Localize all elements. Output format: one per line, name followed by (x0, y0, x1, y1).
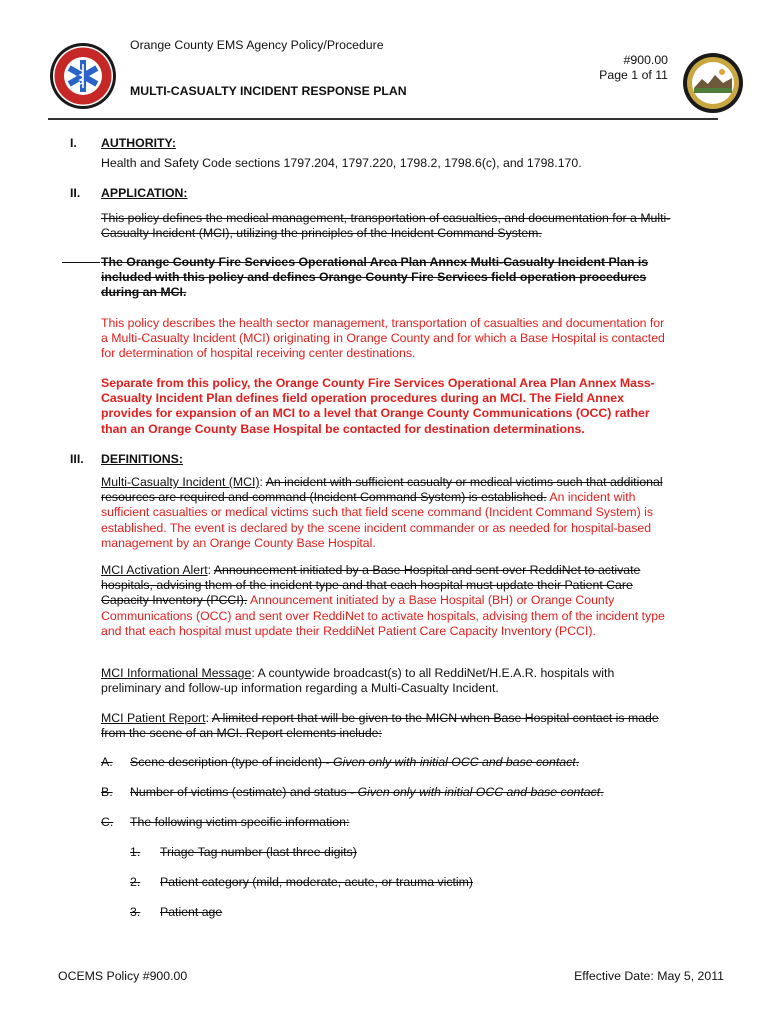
list-item (130, 785, 604, 800)
text-line (101, 490, 686, 505)
struck-text: Capacity Inventory (PCCI). (101, 593, 248, 608)
section-title-authority: AUTHORITY: (101, 136, 176, 150)
text-line: than an Orange County Base Hospital be contacted for destination determinations. (101, 421, 585, 436)
definition-informational-message (101, 666, 686, 696)
text-line: hospitals, advising them of the incident type and that each hospital must update their Patient Care (101, 578, 633, 593)
section-number-application: II. (70, 186, 81, 200)
text-line: sufficient casualties or medical victims such that field scene command (Incident Command System) is (101, 505, 653, 520)
item-text: Scene description (type of incident) - (130, 755, 334, 769)
sub-item-number: 3. (130, 905, 141, 919)
term-mci: Multi-Casualty Incident (MCI) (101, 475, 260, 489)
text-line: and that each hospital must update their ReddiNet Patient Care Capacity Inventory (PCCI). (101, 623, 596, 638)
list-item-letter: B. (101, 785, 113, 799)
document-title: MULTI-CASUALTY INCIDENT RESPONSE PLAN (130, 84, 407, 98)
application-struck-annex-paragraph (101, 255, 686, 301)
footer-policy: OCEMS Policy #900.00 (58, 969, 188, 983)
definition-patient-report (101, 711, 686, 741)
struck-text: An incident with sufficient casualty or medical victims such that additional (265, 475, 663, 489)
text-line: Multi-Casualty Incident (MCI): An incident with sufficient casualty or medical victims such that additional (101, 475, 663, 489)
revised-text: An incident with (546, 490, 636, 505)
text-line: for determination of hospital receiving center destinations. (101, 346, 416, 361)
text-line: This policy defines the medical management, transportation of casualties, and documentation for a Multi- (101, 211, 671, 225)
header-divider (48, 118, 718, 120)
text-line: preliminary and follow-up information regarding a Multi-Casualty Incident. (101, 681, 499, 696)
sub-item: Patient age (160, 905, 223, 919)
section-number-authority: I. (70, 136, 77, 150)
item-text: Number of victims (estimate) and status - (130, 785, 358, 799)
struck-text: Announcement initiated by a Base Hospital and sent over ReddiNet to activate (213, 563, 641, 577)
item-end: . (575, 755, 580, 769)
text-line (101, 593, 686, 608)
item-text: The following victim specific information: (130, 815, 350, 829)
text-line: Casualty Incident (MCI), utilizing the principles of the Incident Command System. (101, 226, 542, 241)
definition-activation-alert (101, 563, 686, 639)
term-activation-alert: MCI Activation Alert (101, 563, 208, 577)
agency-line: Orange County EMS Agency Policy/Procedure (130, 38, 384, 52)
text-line: a Multi-Casualty Incident (MCI) originating in Orange County and for which a Base Hospital is contacted (101, 331, 665, 346)
struck-text: A limited report that will be given to the MICN when Base Hospital contact is made (211, 711, 659, 725)
text-line: Casualty Incident Plan defines field operation procedures during an MCI. The Field Annex (101, 391, 624, 406)
policy-number: #900.00 (623, 53, 668, 67)
text-line: included with this policy and defines Orange County Fire Services field operation procedures (101, 270, 647, 285)
term-informational-message: MCI Informational Message (101, 666, 252, 680)
authority-body: Health and Safety Code sections 1797.204, 1797.220, 1798.2, 1798.6(c), and 1798.170. (101, 156, 582, 170)
text-line: Communications (OCC) and sent over ReddiNet to activate hospitals, advising them of the incident type (101, 608, 665, 623)
text-line: MCI Informational Message: A countywide broadcast(s) to all ReddiNet/H.E.A.R. hospitals with (101, 666, 615, 680)
text-line: Separate from this policy, the Orange County Fire Services Operational Area Plan Annex Mass- (101, 376, 655, 390)
text-line: from the scene of an MCI. Report elements include: (101, 726, 382, 741)
application-revised-paragraph (101, 316, 686, 362)
list-item-letter: C. (101, 815, 114, 829)
footer-effective-date: Effective Date: May 5, 2011 (574, 969, 724, 983)
text-line: established. The event is declared by the scene incident commander or as needed for hospital-based (101, 520, 652, 535)
text-line: The Orange County Fire Services Operational Area Plan Annex Multi-Casualty Incident Plan is (101, 255, 649, 269)
section-title-definitions: DEFINITIONS: (101, 452, 183, 466)
definition-mci (101, 475, 686, 551)
section-title-application: APPLICATION: (101, 186, 188, 200)
list-item-letter: A. (101, 755, 113, 769)
revised-text: Announcement initiated by a Base Hospital (BH) or Orange County (247, 593, 615, 608)
sub-item-number: 2. (130, 875, 141, 889)
application-revised-annex-paragraph (101, 376, 686, 437)
text-line: MCI Activation Alert: Announcement initiated by a Base Hospital and sent over ReddiNet to activate (101, 563, 641, 577)
text-line: MCI Patient Report: A limited report that will be given to the MICN when Base Hospital contact is made (101, 711, 659, 725)
struck-text: resources are required and command (Incident Command System) is established. (101, 490, 547, 505)
sub-item: Patient category (mild, moderate, acute, or trauma victim) (160, 875, 474, 889)
application-struck-paragraph (101, 211, 686, 241)
list-item (130, 815, 349, 830)
list-item (130, 755, 579, 770)
item-italic: Given only with initial OCC and base contact (333, 755, 576, 769)
county-seal-logo (682, 52, 744, 114)
text-line: This policy describes the health sector management, transportation of casualties and documentation for (101, 316, 665, 330)
sub-item-number: 1. (130, 845, 141, 859)
term-patient-report: MCI Patient Report (101, 711, 206, 725)
ems-seal-logo (49, 42, 117, 110)
text-line: management by an Orange County Base Hospital. (101, 535, 376, 550)
page-count: Page 1 of 11 (599, 68, 668, 82)
revision-marker (62, 262, 100, 263)
sub-item: Triage Tag number (last three digits) (160, 845, 357, 859)
text-line: during an MCI. (101, 285, 187, 300)
item-italic: Given only with initial OCC and base contact (357, 785, 601, 799)
section-number-definitions: III. (70, 452, 84, 466)
text-line: provides for expansion of an MCI to a level that Orange County Communications (OCC) rather (101, 406, 650, 421)
item-end: . (600, 785, 604, 799)
definition-text: A countywide broadcast(s) to all ReddiNet/H.E.A.R. hospitals with (257, 666, 615, 680)
